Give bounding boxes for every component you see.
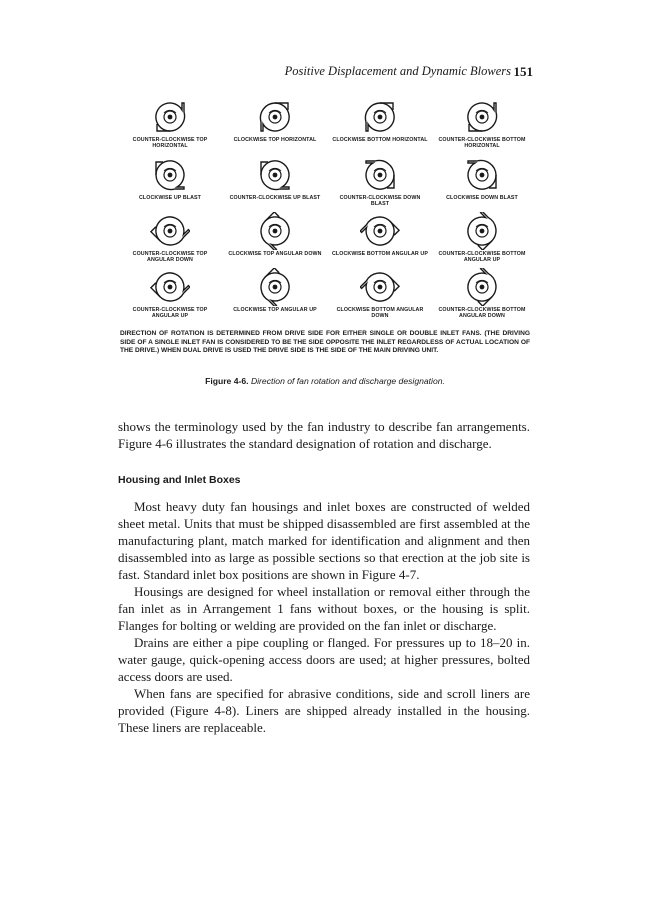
fan-housing-icon: [462, 156, 502, 194]
figure-caption: [120, 376, 530, 386]
fan-hub: [378, 115, 383, 120]
fan-housing-icon: [255, 156, 295, 194]
fan-diagram: [225, 268, 325, 313]
fan-hub: [168, 229, 173, 234]
fan-housing-icon: [360, 212, 400, 250]
fan-housing-icon: [462, 98, 502, 136]
fan-label: CLOCKWISE BOTTOM ANGULAR DOWN: [336, 307, 424, 319]
page-number: 151: [513, 64, 533, 79]
fan-diagram: [120, 268, 220, 319]
running-head: Positive Displacement and Dynamic Blowers: [284, 64, 511, 78]
fan-diagram: [120, 156, 220, 201]
fan-hub: [168, 173, 173, 178]
intro-paragraph: [118, 418, 530, 452]
fan-diagram: [432, 98, 532, 149]
figure-caption-text: Direction of fan rotation and discharge designation.: [250, 376, 445, 386]
fan-hub: [168, 285, 173, 290]
fan-hub: [273, 115, 278, 120]
fan-label: CLOCKWISE TOP HORIZONTAL: [233, 137, 317, 143]
fan-hub: [480, 173, 485, 178]
figure-note: DIRECTION OF ROTATION IS DETERMINED FROM DRIVE SIDE FOR EITHER SINGLE OR DOUBLE INLET FANS. (THE DRIVING SIDE OF A SINGLE INLET FAN IS CONSIDERED TO BE THE SIDE OPPOSITE THE INLET REGARDLESS OF ACTUAL LOCATION OF THE DRIVE.) WHEN DUAL DRIVE IS USED THE DRIVE SIDE IS THE SIDE OF THE MAIN DRIVING UNIT.: [120, 330, 530, 354]
fan-housing-icon: [360, 268, 400, 306]
fan-label: COUNTER-CLOCKWISE TOP ANGULAR UP: [132, 307, 208, 319]
fan-housing-icon: [360, 98, 400, 136]
outlet-duct: [265, 212, 279, 226]
fan-label: CLOCKWISE TOP ANGULAR DOWN: [228, 251, 322, 257]
fan-label: CLOCKWISE TOP ANGULAR UP: [233, 307, 317, 313]
fan-hub: [378, 285, 383, 290]
fan-diagram: [225, 212, 325, 257]
paragraph-4: When fans are specified for abrasive conditions, side and scroll liners are provided (Figure 4-8). Liners are shipped already installed in the housing. These liners are replaceable.: [118, 686, 530, 735]
outlet-duct: [478, 236, 492, 250]
fan-housing-icon: [462, 268, 502, 306]
outlet-duct: [265, 268, 279, 282]
fan-diagram: [432, 268, 532, 319]
outlet-duct: [385, 277, 399, 291]
fan-label: COUNTER-CLOCKWISE UP BLAST: [229, 195, 321, 201]
fan-housing-icon: [255, 212, 295, 250]
fan-diagram-grid: [120, 96, 530, 326]
fan-hub: [273, 285, 278, 290]
fan-label: CLOCKWISE DOWN BLAST: [446, 195, 518, 201]
fan-hub: [168, 115, 173, 120]
fan-rotation-figure: [120, 96, 530, 326]
paragraph-3: Drains are either a pipe coupling or flanged. For pressures up to 18–20 in. water gauge, quick-opening access doors are used; at higher pressures, bolted access doors are used.: [118, 635, 530, 684]
fan-housing-icon: [150, 98, 190, 136]
fan-diagram: [120, 98, 220, 149]
fan-diagram: [330, 98, 430, 143]
fan-housing-icon: [255, 98, 295, 136]
fan-housing-icon: [150, 156, 190, 194]
fan-label: COUNTER-CLOCKWISE BOTTOM ANGULAR UP: [438, 251, 526, 263]
fan-label: COUNTER-CLOCKWISE TOP HORIZONTAL: [132, 137, 208, 149]
fan-diagram: [120, 212, 220, 263]
outlet-duct: [151, 227, 165, 241]
paragraph-1: Most heavy duty fan housings and inlet boxes are constructed of welded sheet metal. Units that must be shipped disassembled are first assembled at the manufacturing plant, match marked for identification and alignment and then disassembled into as large as possible sections so that erection at the job site is fast. Standard inlet box positions are shown in Figure 4-7.: [118, 499, 530, 582]
fan-label: CLOCKWISE UP BLAST: [138, 195, 202, 201]
page-header: [0, 64, 645, 84]
figure-number: Figure 4-6.: [205, 376, 249, 386]
fan-hub: [480, 285, 485, 290]
fan-hub: [378, 173, 383, 178]
fan-housing-icon: [150, 268, 190, 306]
fan-housing-icon: [150, 212, 190, 250]
section-heading: Housing and Inlet Boxes: [118, 474, 241, 486]
fan-hub: [378, 229, 383, 234]
fan-label: CLOCKWISE BOTTOM HORIZONTAL: [332, 137, 428, 143]
outlet-duct: [385, 221, 399, 235]
fan-label: COUNTER-CLOCKWISE BOTTOM HORIZONTAL: [438, 137, 526, 149]
intro-text: shows the terminology used by the fan industry to describe fan arrangements. Figure 4-6 illustrates the standard designation of rotation and discharge.: [118, 419, 530, 451]
fan-diagram: [225, 156, 325, 201]
outlet-duct: [478, 292, 492, 306]
fan-diagram: [330, 212, 430, 257]
fan-label: COUNTER-CLOCKWISE BOTTOM ANGULAR DOWN: [438, 307, 526, 319]
fan-hub: [273, 173, 278, 178]
fan-hub: [480, 229, 485, 234]
fan-hub: [480, 115, 485, 120]
fan-housing-icon: [462, 212, 502, 250]
fan-label: COUNTER-CLOCKWISE TOP ANGULAR DOWN: [132, 251, 208, 263]
outlet-duct: [151, 283, 165, 297]
fan-label: CLOCKWISE BOTTOM ANGULAR UP: [332, 251, 428, 257]
fan-diagram: [432, 156, 532, 201]
fan-diagram: [432, 212, 532, 263]
paragraph-2: Housings are designed for wheel installation or removal either through the fan inlet as in Arrangement 1 fans without boxes, or the housing is split. Flanges for bolting or welding are provided on the fan inlet or discharge.: [118, 584, 530, 633]
fan-diagram: [330, 156, 430, 207]
fan-housing-icon: [255, 268, 295, 306]
fan-hub: [273, 229, 278, 234]
fan-diagram: [330, 268, 430, 319]
fan-housing-icon: [360, 156, 400, 194]
fan-label: COUNTER-CLOCKWISE DOWN BLAST: [339, 195, 421, 207]
fan-diagram: [225, 98, 325, 143]
section-body: [118, 498, 530, 736]
